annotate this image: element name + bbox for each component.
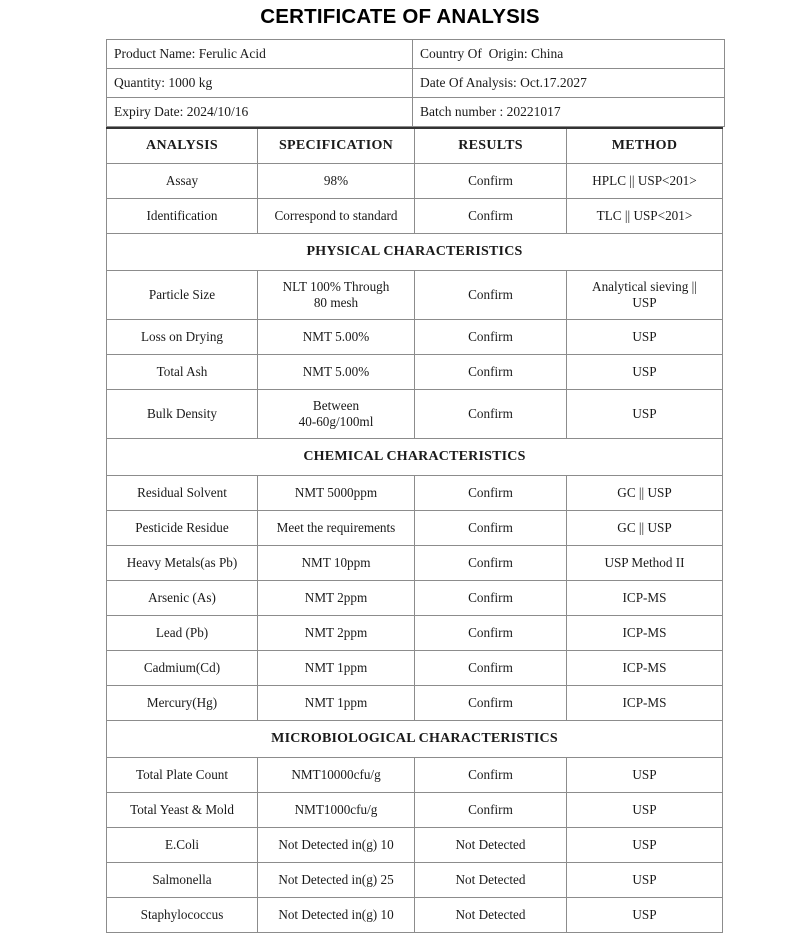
cell-method: HPLC || USP<201> [567, 164, 723, 199]
cell-analysis: Lead (Pb) [107, 616, 258, 651]
cell-analysis: E.Coli [107, 828, 258, 863]
cell-specification: NMT 5000ppm [258, 476, 415, 511]
product-info-table [106, 39, 725, 127]
cell-specification: NMT 5.00% [258, 320, 415, 355]
cell-specification: NMT 5.00% [258, 355, 415, 390]
cell-results: Confirm [415, 793, 567, 828]
cell-analysis: Heavy Metals(as Pb) [107, 546, 258, 581]
column-header-specification: SPECIFICATION [258, 128, 415, 164]
cell-specification: NMT 10ppm [258, 546, 415, 581]
cell-method: USP Method II [567, 546, 723, 581]
cell-method: ICP-MS [567, 686, 723, 721]
analysis-table-body [107, 128, 723, 933]
cell-results: Confirm [415, 581, 567, 616]
column-header-results: RESULTS [415, 128, 567, 164]
cell-results: Confirm [415, 686, 567, 721]
cell-analysis: Identification [107, 199, 258, 234]
cell-analysis: Cadmium(Cd) [107, 651, 258, 686]
cell-analysis: Salmonella [107, 863, 258, 898]
cell-method: TLC || USP<201> [567, 199, 723, 234]
cell-analysis: Mercury(Hg) [107, 686, 258, 721]
cell-results: Confirm [415, 616, 567, 651]
table-row [107, 546, 723, 581]
cell-results: Confirm [415, 651, 567, 686]
table-row [107, 863, 723, 898]
table-row [107, 793, 723, 828]
cell-results: Confirm [415, 546, 567, 581]
section-header-row [107, 721, 723, 758]
column-header-method: METHOD [567, 128, 723, 164]
table-row [107, 686, 723, 721]
cell-analysis: Arsenic (As) [107, 581, 258, 616]
table-row [107, 320, 723, 355]
cell-method: Analytical sieving || USP [567, 271, 723, 320]
table-row [107, 390, 723, 439]
cell-specification: NMT 2ppm [258, 616, 415, 651]
cell-analysis: Particle Size [107, 271, 258, 320]
cell-analysis: Residual Solvent [107, 476, 258, 511]
info-row [107, 69, 725, 98]
analysis-table [106, 127, 723, 933]
cell-method: USP [567, 863, 723, 898]
cell-method: ICP-MS [567, 581, 723, 616]
info-row [107, 40, 725, 69]
cell-results: Confirm [415, 271, 567, 320]
table-row [107, 828, 723, 863]
info-cell-right: Batch number : 20221017 [413, 98, 725, 127]
cell-results: Confirm [415, 390, 567, 439]
table-row [107, 581, 723, 616]
cell-analysis: Bulk Density [107, 390, 258, 439]
table-row [107, 758, 723, 793]
cell-results: Confirm [415, 476, 567, 511]
page-title: CERTIFICATE OF ANALYSIS [260, 5, 540, 28]
table-row [107, 476, 723, 511]
cell-specification: Not Detected in(g) 25 [258, 863, 415, 898]
table-row [107, 164, 723, 199]
cell-results: Confirm [415, 164, 567, 199]
table-row [107, 898, 723, 933]
table-row [107, 199, 723, 234]
cell-method: USP [567, 898, 723, 933]
cell-specification: 98% [258, 164, 415, 199]
info-cell-left: Expiry Date: 2024/10/16 [107, 98, 413, 127]
cell-specification: Correspond to standard [258, 199, 415, 234]
cell-results: Confirm [415, 355, 567, 390]
analysis-header-row [107, 128, 723, 164]
cell-method: USP [567, 828, 723, 863]
cell-method: USP [567, 793, 723, 828]
section-header-label: PHYSICAL CHARACTERISTICS [107, 234, 723, 271]
column-header-analysis: ANALYSIS [107, 128, 258, 164]
info-cell-left: Quantity: 1000 kg [107, 69, 413, 98]
cell-method: USP [567, 758, 723, 793]
cell-method: USP [567, 320, 723, 355]
cell-analysis: Pesticide Residue [107, 511, 258, 546]
cell-results: Not Detected [415, 898, 567, 933]
cell-analysis: Total Plate Count [107, 758, 258, 793]
cell-results: Not Detected [415, 863, 567, 898]
info-row [107, 98, 725, 127]
cell-specification: NMT10000cfu/g [258, 758, 415, 793]
cell-results: Confirm [415, 758, 567, 793]
cell-specification: NLT 100% Through 80 mesh [258, 271, 415, 320]
info-cell-left: Product Name: Ferulic Acid [107, 40, 413, 69]
cell-specification: NMT1000cfu/g [258, 793, 415, 828]
cell-specification: Meet the requirements [258, 511, 415, 546]
cell-analysis: Assay [107, 164, 258, 199]
info-cell-right: Country Of Origin: China [413, 40, 725, 69]
cell-method: USP [567, 355, 723, 390]
cell-method: GC || USP [567, 511, 723, 546]
section-header-row [107, 439, 723, 476]
cell-specification: Not Detected in(g) 10 [258, 898, 415, 933]
cell-results: Confirm [415, 511, 567, 546]
section-header-label: CHEMICAL CHARACTERISTICS [107, 439, 723, 476]
certificate-tables [106, 39, 697, 933]
table-row [107, 511, 723, 546]
cell-analysis: Total Yeast & Mold [107, 793, 258, 828]
cell-method: USP [567, 390, 723, 439]
cell-method: ICP-MS [567, 616, 723, 651]
product-info-body [107, 40, 725, 127]
table-row [107, 616, 723, 651]
table-row [107, 271, 723, 320]
table-row [107, 355, 723, 390]
cell-analysis: Loss on Drying [107, 320, 258, 355]
cell-method: ICP-MS [567, 651, 723, 686]
cell-results: Not Detected [415, 828, 567, 863]
cell-specification: Not Detected in(g) 10 [258, 828, 415, 863]
cell-method: GC || USP [567, 476, 723, 511]
table-row [107, 651, 723, 686]
cell-specification: NMT 2ppm [258, 581, 415, 616]
cell-analysis: Total Ash [107, 355, 258, 390]
cell-specification: Between 40-60g/100ml [258, 390, 415, 439]
cell-specification: NMT 1ppm [258, 686, 415, 721]
section-header-label: MICROBIOLOGICAL CHARACTERISTICS [107, 721, 723, 758]
cell-results: Confirm [415, 199, 567, 234]
cell-analysis: Staphylococcus [107, 898, 258, 933]
section-header-row [107, 234, 723, 271]
cell-results: Confirm [415, 320, 567, 355]
cell-specification: NMT 1ppm [258, 651, 415, 686]
info-cell-right: Date Of Analysis: Oct.17.2027 [413, 69, 725, 98]
